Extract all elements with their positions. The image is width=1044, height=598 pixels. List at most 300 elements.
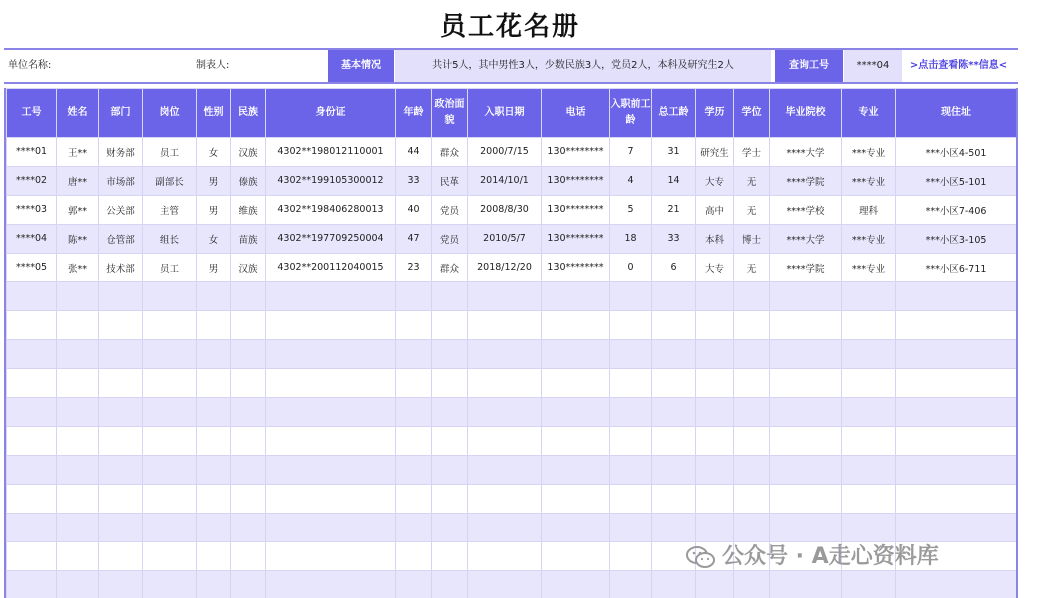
empty-cell[interactable] [896, 311, 1017, 340]
table-cell[interactable]: 33 [396, 166, 432, 195]
empty-cell[interactable] [542, 369, 610, 398]
empty-cell[interactable] [468, 340, 542, 369]
empty-cell[interactable] [432, 542, 468, 571]
empty-cell[interactable] [896, 455, 1017, 484]
table-cell[interactable]: 高中 [696, 195, 734, 224]
empty-cell[interactable] [57, 484, 99, 513]
empty-cell[interactable] [432, 369, 468, 398]
empty-cell[interactable] [610, 542, 652, 571]
table-cell[interactable]: 市场部 [99, 166, 143, 195]
column-header: 现住址 [896, 89, 1017, 138]
empty-cell[interactable] [396, 455, 432, 484]
empty-cell[interactable] [734, 455, 770, 484]
empty-cell[interactable] [842, 398, 896, 427]
empty-cell[interactable] [197, 311, 231, 340]
table-cell[interactable]: 王** [57, 138, 99, 167]
table-cell[interactable]: 47 [396, 224, 432, 253]
table-cell[interactable]: 130******** [542, 195, 610, 224]
empty-cell[interactable] [696, 571, 734, 598]
empty-cell[interactable] [396, 484, 432, 513]
empty-cell[interactable] [7, 484, 57, 513]
table-row [7, 138, 1017, 167]
empty-cell[interactable] [468, 311, 542, 340]
empty-cell[interactable] [542, 484, 610, 513]
empty-cell[interactable] [396, 571, 432, 598]
empty-cell[interactable] [266, 484, 396, 513]
empty-cell[interactable] [896, 426, 1017, 455]
table-cell[interactable]: 郭** [57, 195, 99, 224]
table-cell[interactable]: 31 [652, 138, 696, 167]
page-title: 员工花名册 [439, 12, 580, 42]
empty-cell[interactable] [266, 571, 396, 598]
empty-cell[interactable] [432, 426, 468, 455]
empty-cell[interactable] [57, 513, 99, 542]
table-cell[interactable]: 130******** [542, 138, 610, 167]
empty-cell[interactable] [57, 369, 99, 398]
table-cell[interactable]: 员工 [143, 138, 197, 167]
empty-cell[interactable] [734, 398, 770, 427]
empty-cell[interactable] [770, 455, 842, 484]
table-header-row [7, 89, 1017, 138]
empty-cell[interactable] [57, 282, 99, 311]
empty-cell[interactable] [652, 282, 696, 311]
empty-cell[interactable] [652, 513, 696, 542]
empty-cell[interactable] [468, 484, 542, 513]
empty-cell[interactable] [842, 426, 896, 455]
empty-cell[interactable] [696, 455, 734, 484]
table-cell[interactable]: ****大学 [770, 138, 842, 167]
empty-cell[interactable] [143, 513, 197, 542]
table-cell[interactable]: ****01 [7, 138, 57, 167]
empty-cell[interactable] [143, 426, 197, 455]
empty-cell[interactable] [7, 571, 57, 598]
empty-cell[interactable] [432, 455, 468, 484]
empty-cell[interactable] [396, 340, 432, 369]
query-id-input[interactable]: ****04 [844, 50, 902, 82]
empty-cell[interactable] [652, 398, 696, 427]
empty-cell[interactable] [432, 311, 468, 340]
table-cell[interactable]: 汉族 [231, 253, 266, 282]
table-cell[interactable]: 130******** [542, 166, 610, 195]
empty-cell[interactable] [231, 571, 266, 598]
empty-cell[interactable] [842, 571, 896, 598]
table-cell[interactable]: 女 [197, 224, 231, 253]
empty-cell[interactable] [696, 513, 734, 542]
empty-cell[interactable] [7, 513, 57, 542]
empty-cell[interactable] [468, 282, 542, 311]
table-cell[interactable]: 无 [734, 195, 770, 224]
table-cell[interactable]: 陈** [57, 224, 99, 253]
empty-cell[interactable] [896, 571, 1017, 598]
table-cell[interactable]: 苗族 [231, 224, 266, 253]
table-cell[interactable]: 大专 [696, 253, 734, 282]
empty-cell[interactable] [896, 484, 1017, 513]
table-cell[interactable]: 5 [610, 195, 652, 224]
table-cell[interactable]: 员工 [143, 253, 197, 282]
empty-cell[interactable] [842, 455, 896, 484]
empty-cell[interactable] [197, 282, 231, 311]
table-cell[interactable]: 男 [197, 166, 231, 195]
table-cell[interactable]: 维族 [231, 195, 266, 224]
summary-text: 共计5人，其中男性3人，少数民族3人，党员2人，本科及研究生2人 [395, 50, 771, 82]
empty-cell[interactable] [57, 571, 99, 598]
empty-cell[interactable] [57, 398, 99, 427]
empty-cell[interactable] [396, 282, 432, 311]
table-cell[interactable]: 21 [652, 195, 696, 224]
table-cell[interactable]: 130******** [542, 253, 610, 282]
empty-cell[interactable] [99, 571, 143, 598]
empty-cell[interactable] [99, 282, 143, 311]
empty-cell[interactable] [57, 311, 99, 340]
empty-cell[interactable] [57, 542, 99, 571]
empty-cell[interactable] [7, 398, 57, 427]
empty-cell[interactable] [770, 571, 842, 598]
empty-cell[interactable] [432, 282, 468, 311]
empty-cell[interactable] [266, 398, 396, 427]
empty-cell[interactable] [7, 426, 57, 455]
empty-cell[interactable] [770, 426, 842, 455]
empty-cell[interactable] [652, 484, 696, 513]
empty-cell[interactable] [231, 398, 266, 427]
empty-cell[interactable] [770, 369, 842, 398]
empty-cell[interactable] [99, 513, 143, 542]
table-cell[interactable]: 40 [396, 195, 432, 224]
empty-cell[interactable] [734, 311, 770, 340]
table-cell[interactable]: 4302**197709250004 [266, 224, 396, 253]
empty-cell[interactable] [432, 513, 468, 542]
table-cell[interactable]: 男 [197, 253, 231, 282]
empty-cell[interactable] [610, 282, 652, 311]
empty-cell[interactable] [231, 426, 266, 455]
table-cell[interactable]: 研究生 [696, 138, 734, 167]
empty-cell[interactable] [734, 426, 770, 455]
empty-cell[interactable] [842, 282, 896, 311]
table-cell[interactable]: ***专业 [842, 253, 896, 282]
table-cell[interactable]: 党员 [432, 195, 468, 224]
table-cell[interactable]: 23 [396, 253, 432, 282]
empty-cell[interactable] [266, 369, 396, 398]
empty-cell[interactable] [7, 455, 57, 484]
empty-cell[interactable] [468, 398, 542, 427]
table-cell[interactable]: 张** [57, 253, 99, 282]
table-cell[interactable]: 技术部 [99, 253, 143, 282]
empty-cell[interactable] [468, 369, 542, 398]
empty-cell[interactable] [542, 282, 610, 311]
empty-cell[interactable] [143, 542, 197, 571]
empty-cell[interactable] [396, 369, 432, 398]
table-cell[interactable]: 4302**198406280013 [266, 195, 396, 224]
empty-cell[interactable] [143, 340, 197, 369]
empty-cell[interactable] [696, 484, 734, 513]
table-cell[interactable]: 主管 [143, 195, 197, 224]
empty-cell[interactable] [231, 542, 266, 571]
empty-cell[interactable] [143, 369, 197, 398]
empty-cell[interactable] [57, 340, 99, 369]
empty-cell[interactable] [542, 542, 610, 571]
empty-row [7, 455, 1017, 484]
table-cell[interactable]: 民革 [432, 166, 468, 195]
empty-cell[interactable] [143, 311, 197, 340]
empty-cell[interactable] [99, 340, 143, 369]
table-cell[interactable]: 4302**200112040015 [266, 253, 396, 282]
table-cell[interactable]: 2000/7/15 [468, 138, 542, 167]
table-cell[interactable]: ****02 [7, 166, 57, 195]
empty-cell[interactable] [696, 398, 734, 427]
empty-cell[interactable] [652, 369, 696, 398]
table-cell[interactable]: 公关部 [99, 195, 143, 224]
empty-cell[interactable] [652, 426, 696, 455]
table-cell[interactable]: 女 [197, 138, 231, 167]
table-cell[interactable]: 2010/5/7 [468, 224, 542, 253]
empty-cell[interactable] [99, 484, 143, 513]
empty-cell[interactable] [652, 340, 696, 369]
empty-cell[interactable] [231, 369, 266, 398]
table-cell[interactable]: ****学院 [770, 166, 842, 195]
empty-cell[interactable] [896, 282, 1017, 311]
empty-cell[interactable] [57, 426, 99, 455]
empty-cell[interactable] [770, 484, 842, 513]
empty-cell[interactable] [770, 398, 842, 427]
table-cell[interactable]: ***小区6-711 [896, 253, 1017, 282]
empty-cell[interactable] [842, 513, 896, 542]
table-cell[interactable]: 学士 [734, 138, 770, 167]
empty-cell[interactable] [432, 398, 468, 427]
empty-cell[interactable] [231, 455, 266, 484]
empty-cell[interactable] [734, 484, 770, 513]
empty-cell[interactable] [542, 426, 610, 455]
table-cell[interactable]: 4302**198012110001 [266, 138, 396, 167]
empty-cell[interactable] [231, 484, 266, 513]
empty-cell[interactable] [696, 426, 734, 455]
empty-cell[interactable] [734, 369, 770, 398]
empty-cell[interactable] [197, 340, 231, 369]
view-info-link[interactable]: >点击查看陈**信息< [909, 60, 1008, 71]
empty-cell[interactable] [197, 426, 231, 455]
table-cell[interactable]: 2018/12/20 [468, 253, 542, 282]
empty-cell[interactable] [143, 571, 197, 598]
table-cell[interactable]: 4 [610, 166, 652, 195]
empty-cell[interactable] [197, 369, 231, 398]
table-cell[interactable]: ****学院 [770, 253, 842, 282]
empty-cell[interactable] [696, 311, 734, 340]
empty-row [7, 426, 1017, 455]
empty-cell[interactable] [610, 455, 652, 484]
empty-cell[interactable] [468, 426, 542, 455]
info-bar [4, 48, 1018, 84]
table-cell[interactable]: ***专业 [842, 138, 896, 167]
empty-cell[interactable] [652, 311, 696, 340]
column-header: 性别 [197, 89, 231, 138]
empty-cell[interactable] [896, 398, 1017, 427]
empty-cell[interactable] [770, 340, 842, 369]
table-cell[interactable]: 无 [734, 166, 770, 195]
empty-cell[interactable] [696, 369, 734, 398]
table-cell[interactable]: 44 [396, 138, 432, 167]
table-cell[interactable]: 男 [197, 195, 231, 224]
empty-cell[interactable] [266, 542, 396, 571]
table-cell[interactable]: 博士 [734, 224, 770, 253]
empty-cell[interactable] [542, 340, 610, 369]
empty-cell[interactable] [143, 398, 197, 427]
empty-cell[interactable] [197, 398, 231, 427]
empty-cell[interactable] [432, 571, 468, 598]
empty-cell[interactable] [197, 484, 231, 513]
table-cell[interactable]: 群众 [432, 138, 468, 167]
empty-row [7, 571, 1017, 598]
empty-cell[interactable] [734, 282, 770, 311]
empty-cell[interactable] [197, 455, 231, 484]
column-header: 民族 [231, 89, 266, 138]
table-cell[interactable]: 33 [652, 224, 696, 253]
empty-cell[interactable] [842, 340, 896, 369]
empty-cell[interactable] [610, 340, 652, 369]
empty-cell[interactable] [143, 484, 197, 513]
table-cell[interactable]: ***专业 [842, 166, 896, 195]
table-cell[interactable]: 0 [610, 253, 652, 282]
table-cell[interactable]: ****04 [7, 224, 57, 253]
empty-cell[interactable] [231, 282, 266, 311]
empty-cell[interactable] [266, 513, 396, 542]
table-cell[interactable]: 大专 [696, 166, 734, 195]
empty-cell[interactable] [396, 398, 432, 427]
empty-cell[interactable] [610, 571, 652, 598]
empty-cell[interactable] [542, 513, 610, 542]
empty-cell[interactable] [231, 311, 266, 340]
empty-cell[interactable] [99, 398, 143, 427]
empty-cell[interactable] [842, 484, 896, 513]
empty-cell[interactable] [770, 513, 842, 542]
table-body [7, 138, 1017, 598]
table-cell[interactable]: ****大学 [770, 224, 842, 253]
column-header: 部门 [99, 89, 143, 138]
table-cell[interactable]: 18 [610, 224, 652, 253]
empty-cell[interactable] [896, 340, 1017, 369]
table-cell[interactable]: 2008/8/30 [468, 195, 542, 224]
empty-cell[interactable] [7, 369, 57, 398]
empty-cell[interactable] [266, 455, 396, 484]
empty-cell[interactable] [842, 311, 896, 340]
table-cell[interactable]: 6 [652, 253, 696, 282]
table-cell[interactable]: 仓管部 [99, 224, 143, 253]
empty-cell[interactable] [734, 513, 770, 542]
empty-cell[interactable] [610, 398, 652, 427]
empty-cell[interactable] [432, 484, 468, 513]
empty-cell[interactable] [197, 542, 231, 571]
table-cell[interactable]: 无 [734, 253, 770, 282]
empty-cell[interactable] [7, 311, 57, 340]
empty-cell[interactable] [542, 455, 610, 484]
empty-cell[interactable] [842, 369, 896, 398]
table-cell[interactable]: ***小区3-105 [896, 224, 1017, 253]
table-cell[interactable]: 7 [610, 138, 652, 167]
empty-cell[interactable] [652, 455, 696, 484]
empty-cell[interactable] [7, 282, 57, 311]
table-cell[interactable]: 14 [652, 166, 696, 195]
empty-cell[interactable] [396, 426, 432, 455]
table-cell[interactable]: 财务部 [99, 138, 143, 167]
table-cell[interactable]: 组长 [143, 224, 197, 253]
empty-cell[interactable] [896, 369, 1017, 398]
empty-cell[interactable] [734, 340, 770, 369]
empty-cell[interactable] [610, 311, 652, 340]
empty-cell[interactable] [57, 455, 99, 484]
empty-cell[interactable] [231, 340, 266, 369]
table-cell[interactable]: 汉族 [231, 138, 266, 167]
empty-cell[interactable] [99, 542, 143, 571]
empty-cell[interactable] [542, 398, 610, 427]
table-cell[interactable]: ****05 [7, 253, 57, 282]
empty-cell[interactable] [468, 455, 542, 484]
empty-cell[interactable] [266, 426, 396, 455]
table-cell[interactable]: 理科 [842, 195, 896, 224]
table-cell[interactable]: 唐** [57, 166, 99, 195]
empty-cell[interactable] [542, 311, 610, 340]
empty-cell[interactable] [197, 513, 231, 542]
table-cell[interactable]: ***小区7-406 [896, 195, 1017, 224]
empty-cell[interactable] [99, 369, 143, 398]
empty-cell[interactable] [266, 282, 396, 311]
empty-row [7, 340, 1017, 369]
empty-cell[interactable] [770, 282, 842, 311]
table-cell[interactable]: 党员 [432, 224, 468, 253]
empty-cell[interactable] [610, 369, 652, 398]
empty-cell[interactable] [696, 340, 734, 369]
empty-cell[interactable] [468, 571, 542, 598]
basic-info-label: 基本情况 [328, 50, 394, 82]
empty-cell[interactable] [99, 311, 143, 340]
empty-cell[interactable] [652, 571, 696, 598]
table-cell[interactable]: ****03 [7, 195, 57, 224]
empty-cell[interactable] [266, 311, 396, 340]
empty-cell[interactable] [99, 455, 143, 484]
table-cell[interactable]: ****学校 [770, 195, 842, 224]
empty-cell[interactable] [143, 282, 197, 311]
empty-cell[interactable] [610, 484, 652, 513]
table-cell[interactable]: 2014/10/1 [468, 166, 542, 195]
empty-cell[interactable] [610, 513, 652, 542]
empty-cell[interactable] [734, 571, 770, 598]
empty-cell[interactable] [896, 513, 1017, 542]
empty-cell[interactable] [542, 571, 610, 598]
table-cell[interactable]: ***专业 [842, 224, 896, 253]
empty-cell[interactable] [99, 426, 143, 455]
empty-cell[interactable] [396, 542, 432, 571]
empty-cell[interactable] [7, 340, 57, 369]
empty-cell[interactable] [396, 513, 432, 542]
empty-cell[interactable] [770, 311, 842, 340]
empty-cell[interactable] [197, 571, 231, 598]
empty-cell[interactable] [432, 340, 468, 369]
empty-cell[interactable] [468, 513, 542, 542]
table-cell[interactable]: 副部长 [143, 166, 197, 195]
empty-cell[interactable] [266, 340, 396, 369]
table-cell[interactable]: 群众 [432, 253, 468, 282]
empty-cell[interactable] [610, 426, 652, 455]
table-cell[interactable]: 4302**199105300012 [266, 166, 396, 195]
empty-cell[interactable] [396, 311, 432, 340]
table-cell[interactable]: 本科 [696, 224, 734, 253]
empty-cell[interactable] [231, 513, 266, 542]
empty-cell[interactable] [143, 455, 197, 484]
table-cell[interactable]: ***小区5-101 [896, 166, 1017, 195]
table-cell[interactable]: 130******** [542, 224, 610, 253]
table-cell[interactable]: 傣族 [231, 166, 266, 195]
empty-row [7, 484, 1017, 513]
table-cell[interactable]: ***小区4-501 [896, 138, 1017, 167]
empty-cell[interactable] [468, 542, 542, 571]
empty-cell[interactable] [7, 542, 57, 571]
empty-cell[interactable] [696, 282, 734, 311]
